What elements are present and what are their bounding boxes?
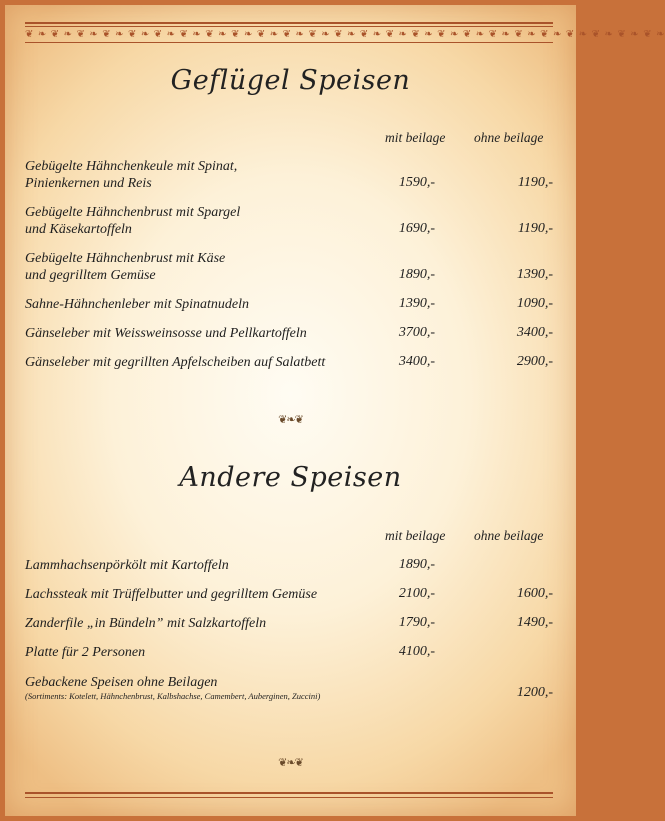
- item-name: Zanderfile „in Bündeln” mit Salzkartoffeln: [25, 616, 267, 631]
- menu-item: [25, 296, 249, 313]
- item-name: Lachssteak mit Trüffelbutter und gegrilltem Gemüse: [25, 587, 318, 602]
- item-name: Gänseleber mit gegrillten Apfelscheiben auf Salatbett: [25, 355, 326, 370]
- price-without: 1090,-: [516, 296, 553, 311]
- item-name: Gebackene Speisen ohne Beilagen: [25, 675, 218, 690]
- price-without: 1490,-: [516, 615, 553, 630]
- item-name: Sahne-Hähnchenleber mit Spinatnudeln: [25, 297, 249, 312]
- price-with: 1890,-: [398, 557, 435, 572]
- price-with: 1790,-: [398, 615, 435, 630]
- price-without: 1190,-: [517, 175, 553, 190]
- price-with: 1890,-: [398, 267, 435, 282]
- price-without: 2900,-: [516, 354, 553, 369]
- section-title-other: Andere Speisen: [179, 462, 402, 493]
- menu-item: [25, 557, 229, 574]
- menu-item: [25, 325, 307, 342]
- price-without: 1200,-: [516, 685, 553, 700]
- menu-item: [25, 204, 240, 238]
- divider-ornament-icon: ❦❧❦: [278, 757, 303, 769]
- price-without: 1190,-: [517, 221, 553, 236]
- divider-ornament-icon: ❦❧❦: [278, 414, 303, 426]
- price-without: 3400,-: [516, 325, 553, 340]
- item-name: Gebügelte Hähnchenbrust mit Käse: [25, 251, 226, 266]
- price-with: 1590,-: [398, 175, 435, 190]
- item-name-cont: und gegrilltem Gemüse: [25, 268, 156, 283]
- item-name: Gebügelte Hähnchenbrust mit Spargel: [25, 205, 241, 220]
- menu-item: [25, 674, 320, 701]
- top-rule-inner: [25, 26, 553, 27]
- top-rule-bottom: [25, 42, 553, 43]
- col-with-sides: mit beilage: [385, 528, 446, 543]
- price-without: 1600,-: [516, 586, 553, 601]
- menu-item: [25, 354, 325, 371]
- item-name: Gänseleber mit Weissweinsosse und Pellkartoffeln: [25, 326, 307, 341]
- top-ornament-border: ❦ ❧ ❦ ❧ ❦ ❧ ❦ ❧ ❦ ❧ ❦ ❧ ❦ ❧ ❦ ❧ ❦ ❧ ❦ ❧ ❦ ❧ ❦ ❧ ❦ ❧ ❦ ❧ ❦ ❧ ❦ ❧ ❦ ❧ ❦ ❧ ❦ ❧ ❦ ❧ ❦ ❧ ❦ ❧ ❦ ❧ ❦ ❧ ❦ ❧: [25, 29, 665, 40]
- menu-item: [25, 644, 145, 661]
- price-with: 1390,-: [398, 296, 435, 311]
- col-without-sides: ohne beilage: [474, 130, 544, 145]
- item-name: Lammhachsenpörkölt mit Kartoffeln: [25, 558, 229, 573]
- item-note: (Sortiments: Kotelett, Hähnchenbrust, Kalbshachse, Camembert, Auberginen, Zuccini): [25, 691, 321, 701]
- menu-item: [25, 615, 266, 632]
- menu-item: [25, 586, 317, 603]
- bottom-rule: [25, 792, 553, 794]
- top-rule: [25, 22, 553, 24]
- price-with: 3400,-: [398, 354, 435, 369]
- menu-item: [25, 250, 225, 284]
- price-with: 1690,-: [398, 221, 435, 236]
- item-name-cont: Pinienkernen und Reis: [25, 176, 152, 191]
- price-without: 1390,-: [516, 267, 553, 282]
- section-title-poultry: Geflügel Speisen: [170, 65, 411, 96]
- col-with-sides: mit beilage: [385, 130, 446, 145]
- col-without-sides: ohne beilage: [474, 528, 544, 543]
- item-name: Gebügelte Hähnchenkeule mit Spinat,: [25, 159, 238, 174]
- price-with: 3700,-: [398, 325, 435, 340]
- price-with: 4100,-: [398, 644, 435, 659]
- menu-item: [25, 158, 237, 192]
- item-name-cont: und Käsekartoffeln: [25, 222, 132, 237]
- price-with: 2100,-: [398, 586, 435, 601]
- bottom-rule-inner: [25, 797, 553, 798]
- item-name: Platte für 2 Personen: [25, 645, 146, 660]
- menu-page: [5, 5, 665, 816]
